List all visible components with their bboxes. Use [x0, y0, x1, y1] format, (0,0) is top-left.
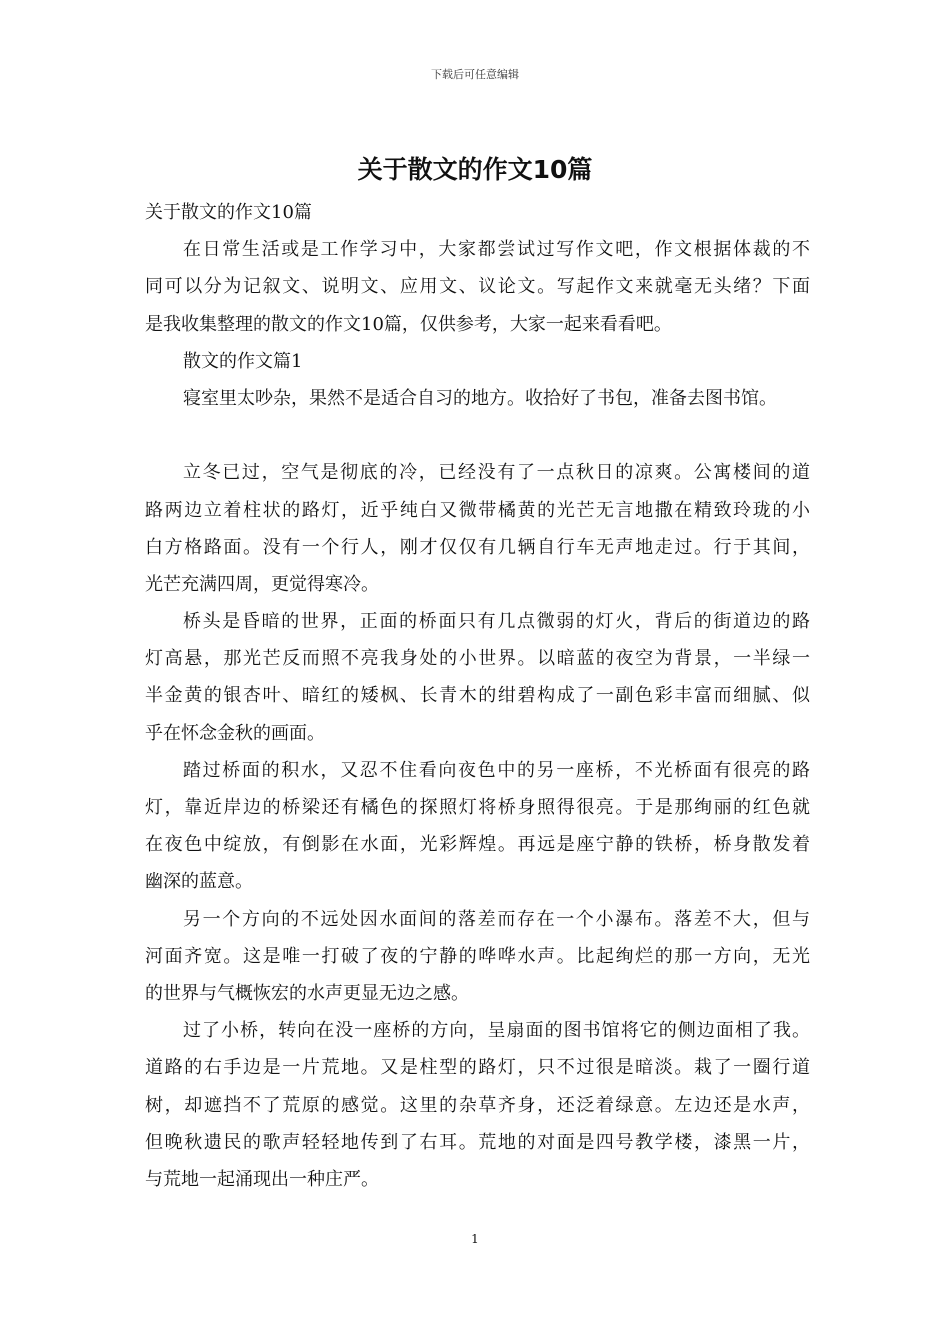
paragraph	[145, 343, 810, 380]
text-line: 乎在怀念金秋的画面。	[145, 722, 325, 744]
text-line: 在夜色中绽放，有倒影在水面，光彩辉煌。再远是座宁静的铁桥，桥身散发着	[145, 834, 810, 856]
text-line: 河面齐宽。这是唯一打破了夜的宁静的哗哗水声。比起绚烂的那一方向，无光	[145, 945, 810, 967]
text-line: 桥头是昏暗的世界，正面的桥面只有几点微弱的灯火，背后的街道边的路	[183, 611, 810, 633]
text-line: 半金黄的银杏叶、暗红的矮枫、长青木的绀碧构成了一副色彩丰富而细腻、似	[145, 685, 810, 707]
text-line: 是我收集整理的散文的作文10篇，仅供参考，大家一起来看看吧。	[145, 313, 672, 335]
paragraph	[145, 901, 810, 1013]
text-line: 过了小桥，转向在没一座桥的方向，呈扇面的图书馆将它的侧边面相了我。	[183, 1020, 810, 1042]
text-line: 幽深的蓝意。	[145, 871, 253, 893]
text-line: 白方格路面。没有一个行人，刚才仅仅有几辆自行车无声地走过。行于其间，	[145, 536, 810, 558]
text-line: 但晚秋遗民的歌声轻轻地传到了右耳。荒地的对面是四号教学楼，漆黑一片，	[145, 1131, 810, 1153]
paragraph	[145, 380, 810, 417]
text-line: 立冬已过，空气是彻底的冷，已经没有了一点秋日的凉爽。公寓楼间的道	[183, 462, 810, 484]
text-line: 灯，靠近岸边的桥梁还有橘色的探照灯将桥身照得很亮。于是那绚丽的红色就	[145, 797, 810, 818]
text-line: 同可以分为记叙文、说明文、应用文、议论文。写起作文来就毫无头绪？下面	[145, 276, 810, 298]
text-line: 关于散文的作文10篇	[145, 202, 312, 223]
text-line: 另一个方向的不远处因水面间的落差而存在一个小瀑布。落差不大，但与	[183, 908, 810, 930]
paragraph	[145, 454, 810, 603]
document-title: 关于散文的作文10篇	[357, 155, 593, 184]
text-line: 与荒地一起涌现出一种庄严。	[145, 1168, 379, 1190]
text-line: 道路的右手边是一片荒地。又是柱型的路灯，只不过很是暗淡。栽了一圈行道	[145, 1057, 810, 1079]
paragraph	[145, 1012, 810, 1198]
page-number: 1	[471, 1232, 479, 1246]
text-line: 寝室里太吵杂，果然不是适合自习的地方。收拾好了书包，准备去图书馆。	[183, 387, 777, 409]
paragraph	[145, 603, 810, 752]
document-body	[145, 194, 810, 1198]
page-header: 下载后可任意编辑	[431, 68, 519, 81]
text-line: 灯高悬，那光芒反而照不亮我身处的小世界。以暗蓝的夜空为背景，一半绿一	[145, 648, 810, 670]
paragraph	[145, 194, 810, 231]
text-line: 树，却遮挡不了荒原的感觉。这里的杂草齐身，还泛着绿意。左边还是水声，	[145, 1094, 810, 1116]
text-line: 光芒充满四周，更觉得寒冷。	[145, 573, 379, 595]
paragraph	[145, 752, 810, 901]
text-line: 路两边立着柱状的路灯，近乎纯白又微带橘黄的光芒无言地撒在精致玲珑的小	[145, 499, 810, 521]
text-line: 踏过桥面的积水，又忍不住看向夜色中的另一座桥，不光桥面有很亮的路	[183, 759, 810, 781]
paragraph	[145, 231, 810, 343]
text-line: 的世界与气概恢宏的水声更显无边之感。	[145, 982, 469, 1004]
blank-line	[145, 417, 810, 454]
text-line: 散文的作文篇1	[183, 350, 303, 372]
text-line: 在日常生活或是工作学习中，大家都尝试过写作文吧，作文根据体裁的不	[183, 239, 810, 261]
